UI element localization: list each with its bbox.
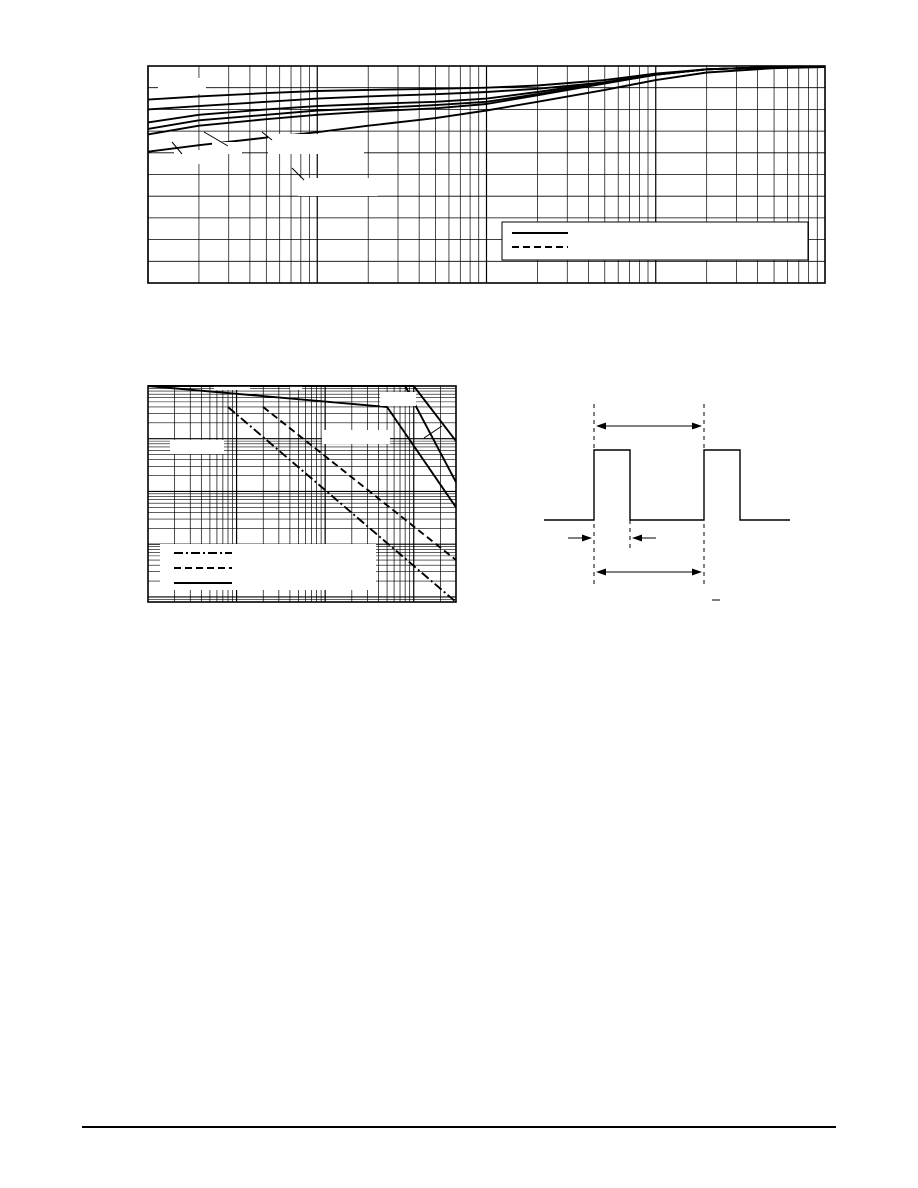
arrowhead: [692, 569, 702, 576]
arrowhead: [582, 535, 592, 542]
waveform-trace: [544, 450, 790, 520]
arrowhead: [692, 423, 702, 430]
arrowhead: [596, 569, 606, 576]
footer-rule: [82, 1126, 836, 1128]
arrowhead: [596, 423, 606, 430]
arrowhead: [632, 535, 642, 542]
